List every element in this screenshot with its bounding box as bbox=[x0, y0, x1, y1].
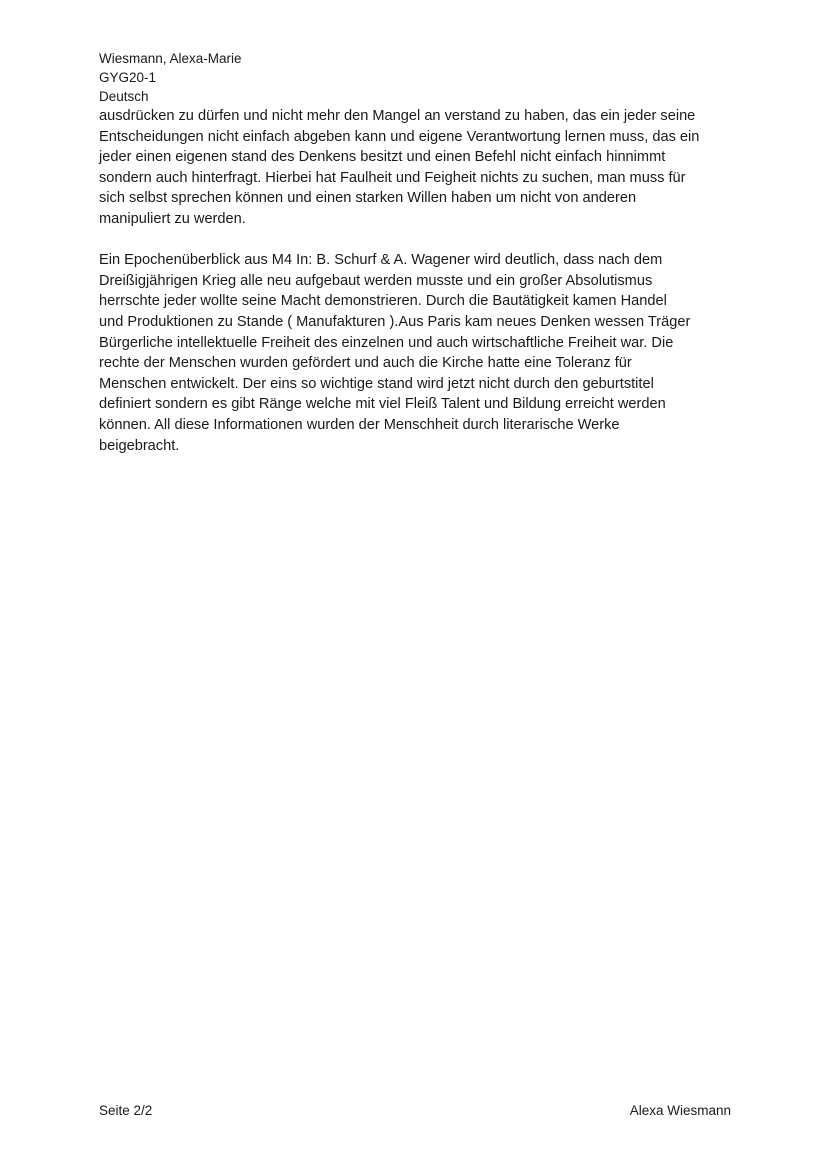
footer-page-number: Seite 2/2 bbox=[99, 1103, 153, 1118]
paragraph-1 bbox=[99, 106, 739, 230]
text-line: rechte der Menschen wurden gefördert und auch die Kirche hatte eine Toleranz für bbox=[99, 355, 632, 372]
paragraph-gap bbox=[99, 230, 739, 251]
text-line: sondern auch hinterfragt. Hierbei hat Faulheit und Feigheit nichts zu suchen, man muss für bbox=[99, 169, 686, 186]
text-line: sich selbst sprechen können und einen starken Willen haben um nicht von anderen bbox=[99, 190, 637, 207]
text-line: beigebracht. bbox=[99, 437, 180, 454]
paragraph-2 bbox=[99, 250, 739, 456]
text-line: manipuliert zu werden. bbox=[99, 210, 246, 227]
footer-author: Alexa Wiesmann bbox=[629, 1103, 731, 1118]
text-line: definiert sondern es gibt Ränge welche mit viel Fleiß Talent und Bildung erreicht werden bbox=[99, 396, 666, 413]
text-line: jeder einen eigenen stand des Denkens besitzt und einen Befehl nicht einfach hinnimmt bbox=[99, 149, 666, 166]
text-line: Ein Epochenüberblick aus M4 In: B. Schurf & A. Wagener wird deutlich, dass nach dem bbox=[99, 252, 663, 269]
text-line: herrschte jeder wollte seine Macht demonstrieren. Durch die Bautätigkeit kamen Handel bbox=[99, 293, 667, 310]
page-header bbox=[99, 49, 242, 106]
text-line: Entscheidungen nicht einfach abgeben kann und eigene Verantwortung lernen muss, das ein bbox=[99, 128, 700, 145]
text-line: und Produktionen zu Stande ( Manufakturen ).Aus Paris kam neues Denken wessen Träger bbox=[99, 313, 691, 330]
document-body bbox=[99, 106, 739, 456]
header-subject: Deutsch bbox=[99, 89, 149, 104]
text-line: Dreißigjährigen Krieg alle neu aufgebaut werden musste und ein großer Absolutismus bbox=[99, 272, 653, 289]
header-author: Wiesmann, Alexa-Marie bbox=[99, 51, 242, 66]
page-footer bbox=[99, 1102, 731, 1120]
text-line: können. All diese Informationen wurden der Menschheit durch literarische Werke bbox=[99, 416, 620, 433]
header-class: GYG20-1 bbox=[99, 70, 157, 85]
text-line: Bürgerliche intellektuelle Freiheit des einzelnen und auch wirtschaftliche Freiheit war. Die bbox=[99, 334, 674, 351]
text-line: Menschen entwickelt. Der eins so wichtige stand wird jetzt nicht durch den geburtstitel bbox=[99, 375, 654, 392]
text-line: ausdrücken zu dürfen und nicht mehr den Mangel an verstand zu haben, das ein jeder seine bbox=[99, 108, 696, 124]
